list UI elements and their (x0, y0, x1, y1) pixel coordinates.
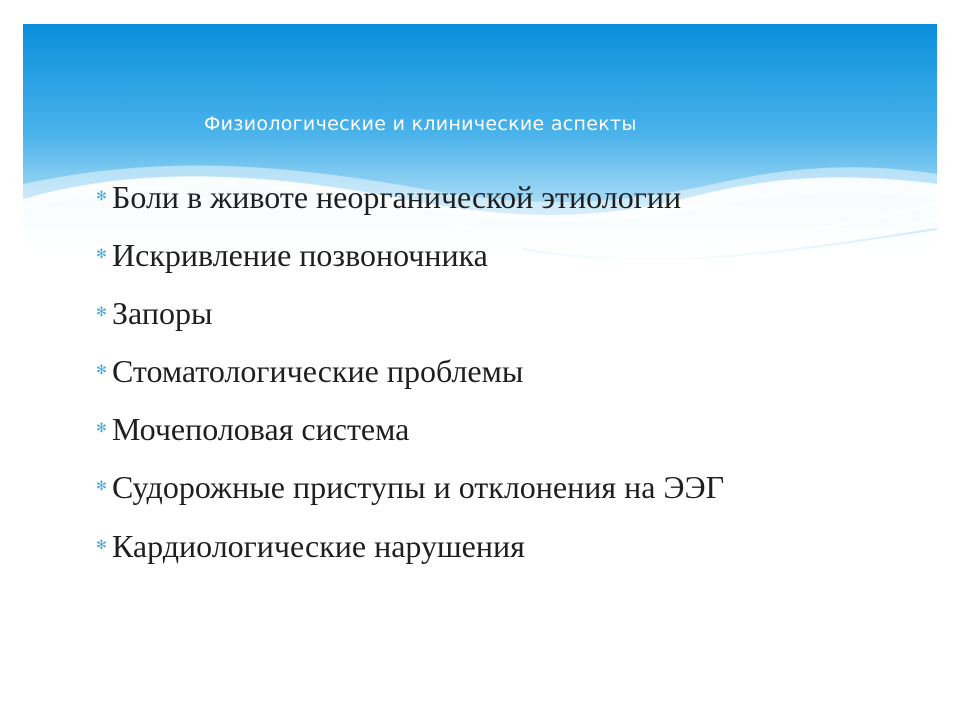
list-item (96, 465, 827, 510)
list-item (96, 524, 896, 568)
list-item-text: Искривление позвоночника (112, 237, 488, 273)
asterisk-bullet-icon: ✻ (96, 479, 107, 494)
list-item-text: Мочеполовая система (112, 411, 410, 447)
asterisk-bullet-icon: ✻ (96, 421, 107, 436)
asterisk-bullet-icon: ✻ (96, 247, 107, 262)
list-item-text: Боли в животе неорганической этиологии (112, 179, 682, 215)
asterisk-bullet-icon: ✻ (96, 363, 107, 378)
asterisk-bullet-icon: ✻ (96, 538, 107, 553)
list-item (96, 407, 896, 451)
slide-title: Физиологические и клинические аспекты (204, 113, 637, 135)
asterisk-bullet-icon: ✻ (96, 305, 107, 320)
asterisk-bullet-icon: ✻ (96, 189, 107, 204)
bullet-list (96, 175, 896, 582)
list-item-text: Судорожные приступы и отклонения на ЭЭГ (112, 469, 725, 505)
list-item-text: Запоры (112, 295, 213, 331)
list-item-text: Стоматологические проблемы (112, 353, 524, 389)
list-item (96, 233, 896, 277)
list-item (96, 175, 896, 219)
list-item (96, 291, 896, 335)
list-item-text: Кардиологические нарушения (112, 528, 525, 564)
list-item (96, 349, 896, 393)
